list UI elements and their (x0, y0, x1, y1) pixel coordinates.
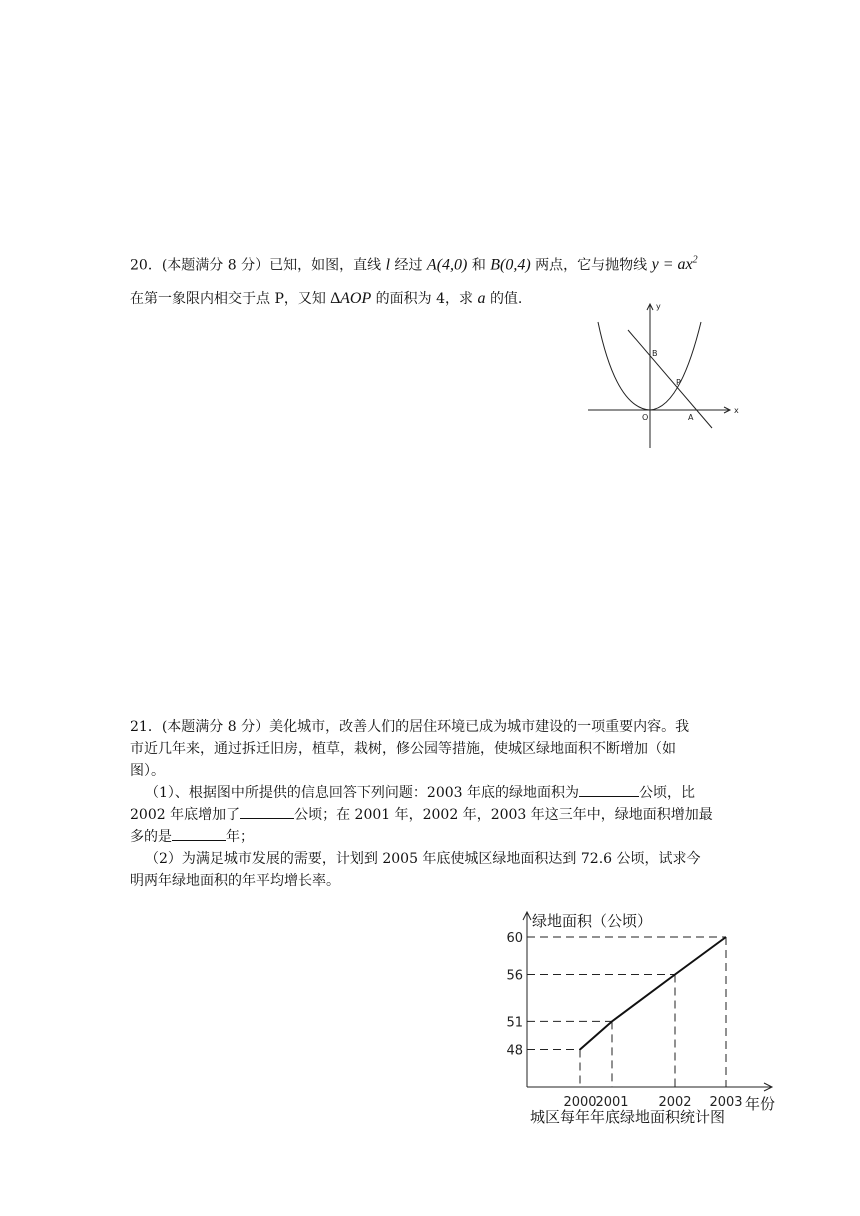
q20-text-2c: 的值. (489, 291, 523, 307)
answer-blank-3 (172, 826, 226, 841)
chart-title: 城区每年年底绿地面积统计图 (530, 1108, 726, 1126)
y-tick-label: 56 (506, 968, 523, 984)
y-tick-label: 60 (506, 931, 523, 946)
q20-triangle: ∆AOP (330, 290, 372, 307)
q20-parabola (652, 256, 698, 273)
q21-part1-text-b: 公顷，比 (639, 785, 695, 801)
q20-text-1b: 经过 (394, 257, 423, 274)
x-tick-label: 2003 (709, 1095, 743, 1110)
chart-series-line (580, 937, 726, 1050)
q21-part1-line-2 (130, 804, 740, 826)
q20-number: 20． (130, 257, 162, 274)
q20-var-l: l (385, 256, 391, 274)
y-tick-label: 48 (506, 1043, 523, 1059)
q21-part1-text-d: 公顷；在 2001 年，2002 年，2003 年这三年中，绿地面积增加最 (294, 807, 713, 823)
q20-parabola-lhs: y = ax (651, 256, 693, 274)
q20-parabola-exp: 2 (692, 255, 698, 266)
q21-line-3: 图）。 (130, 763, 165, 779)
label-a: A (688, 413, 694, 422)
q20-text-2a: 在第一象限内相交于点 P，又知 (130, 291, 326, 307)
q21-part1-text-c: 2002 年底增加了 (130, 807, 241, 823)
q21-part1-text-f: 年； (226, 829, 254, 845)
label-b: B (652, 349, 658, 358)
answer-blank-2 (240, 804, 294, 819)
q20-score: (本题满分 8 分） (161, 257, 270, 274)
q21-part1-line-3 (130, 826, 740, 848)
label-x: x (734, 406, 739, 415)
q21-line-2: 市近几年来，通过拆迁旧房，植草，栽树，修公园等措施，使城区绿地面积不断增加（如 (130, 741, 676, 757)
q20-var-a: a (477, 290, 486, 307)
q21-part2-line-2: 明两年绿地面积的年平均增长率。 (130, 873, 340, 889)
x-tick-label: 2002 (658, 1095, 692, 1110)
y-tick-label: 51 (506, 1015, 523, 1031)
q20-point-a: A(4,0) (426, 256, 468, 274)
answer-blank-1 (579, 782, 639, 797)
label-o: O (642, 413, 649, 422)
q20-point-b: B(0,4) (490, 256, 531, 274)
x-tick-label: 2000 (563, 1095, 597, 1110)
line-l (628, 330, 712, 428)
label-p: P (676, 378, 681, 387)
q20-figure (580, 298, 750, 453)
q21-part2-line-1: （2）为满足城市发展的需要，计划到 2005 年底使城区绿地面积达到 72.6 公顷，试求今 (145, 851, 701, 867)
chart-x-label: 年份 (745, 1095, 776, 1113)
green-area-chart (490, 900, 790, 1130)
q20-line-1 (130, 250, 740, 276)
q21-line-1: 21．(本题满分 8 分）美化城市，改善人们的居住环境已成为城市建设的一项重要内容。我 (130, 719, 690, 735)
chart-y-label: 绿地面积（公顷） (532, 912, 653, 930)
q20-text-1d: 两点，它与抛物线 (535, 257, 648, 274)
q21-part1-text-a: （1）、根据图中所提供的信息回答下列问题：2003 年底的绿地面积为 (145, 785, 579, 801)
label-y: y (656, 302, 661, 311)
q21-part1-line-1 (145, 782, 755, 804)
q20-text-2b: 的面积为 4，求 (375, 291, 474, 307)
q21-part1-text-e: 多的是 (130, 829, 172, 845)
x-tick-label: 2001 (595, 1095, 629, 1110)
q20-text-1a: 已知，如图，直线 (269, 257, 382, 274)
q20-text-1c: 和 (471, 257, 486, 274)
